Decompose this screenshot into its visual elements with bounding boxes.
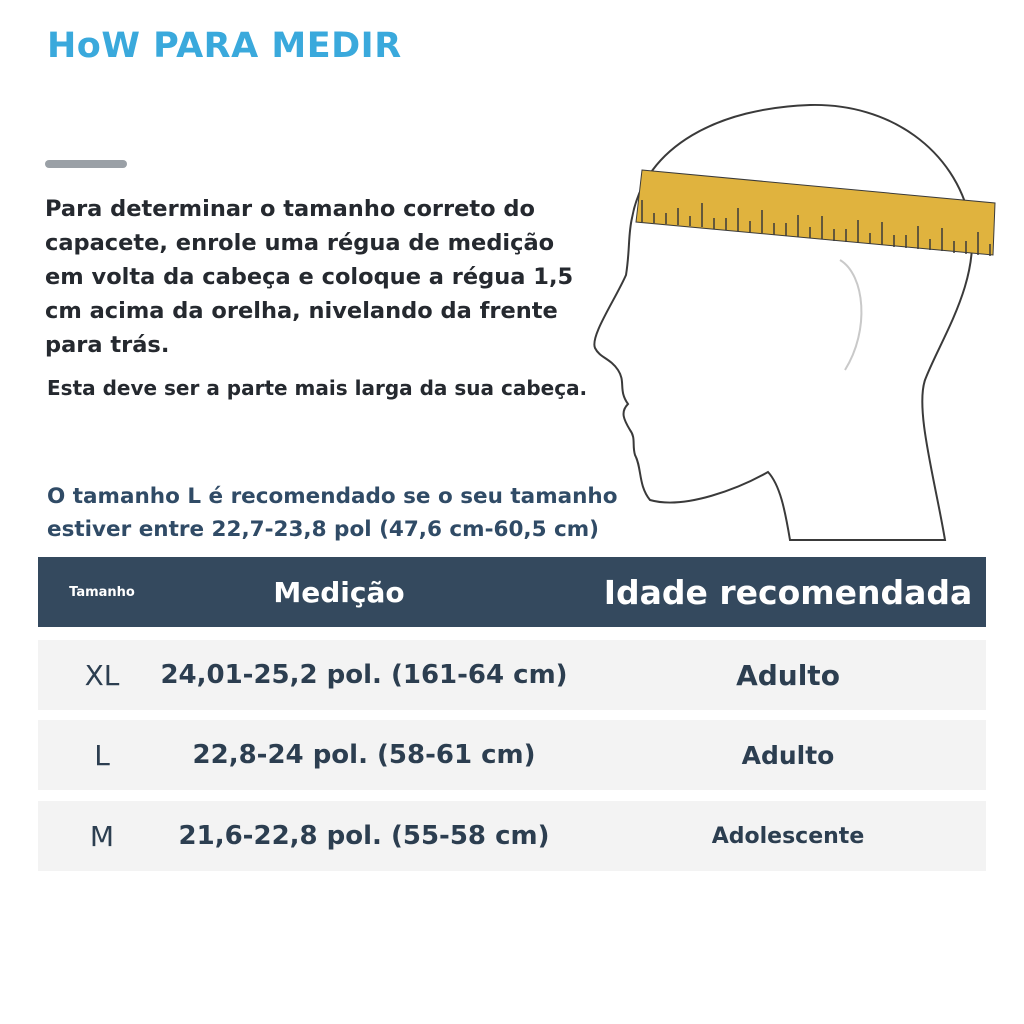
recommendation-text: O tamanho L é recomendado se o seu tamanho estiver entre 22,7-23,8 pol (47,6 cm-60,5 cm) — [47, 484, 618, 542]
divider — [45, 160, 127, 168]
header-age: Idade recomendada — [603, 572, 973, 612]
head-with-measuring-tape-icon — [590, 100, 1000, 545]
header-size: Tamanho — [69, 584, 135, 600]
instructions-text: Para determinar o tamanho correto do capacete, enrole uma régua de medição em volta da cabeça e coloque a régua 1,5 cm acima da orelha, nivelando da frente para trás. — [45, 196, 574, 358]
row-measurement: 21,6-22,8 pol. (55-58 cm) — [178, 821, 550, 851]
table-row — [38, 720, 986, 790]
row-age: Adulto — [741, 740, 835, 770]
note-text: Esta deve ser a parte mais larga da sua cabeça. — [47, 376, 588, 400]
row-age: Adulto — [736, 658, 840, 692]
row-measurement: 22,8-24 pol. (58-61 cm) — [192, 740, 536, 770]
header-measurement: Medição — [273, 575, 405, 609]
size-table-header — [38, 557, 986, 627]
row-measurement: 24,01-25,2 pol. (161-64 cm) — [160, 660, 568, 690]
row-size: M — [89, 819, 115, 853]
table-row — [38, 640, 986, 710]
row-age: Adolescente — [711, 823, 865, 849]
row-size: L — [94, 738, 110, 772]
table-row — [38, 801, 986, 871]
page-title: HoW PARA MEDIR — [47, 26, 402, 66]
row-size: XL — [84, 658, 120, 692]
